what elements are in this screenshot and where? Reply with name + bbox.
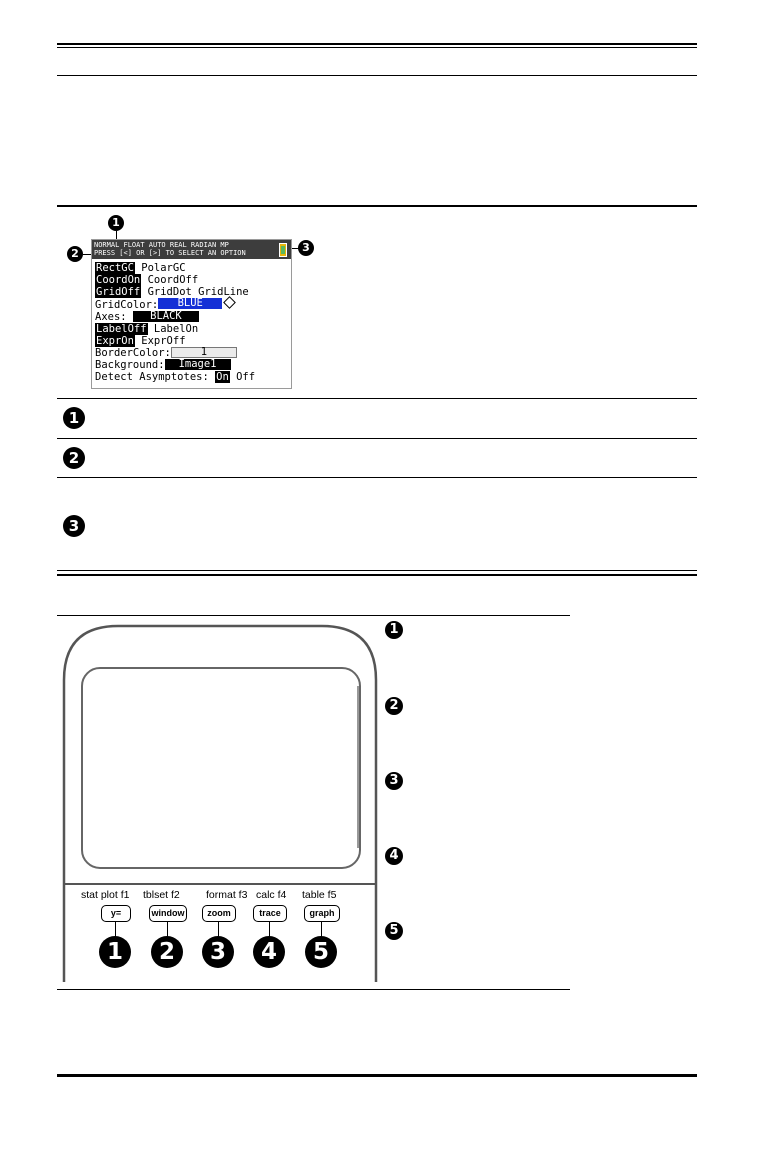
section-double-rule-bottom [57,574,697,576]
section-double-rule-top [57,570,697,571]
axes-value[interactable]: BLACK [133,311,199,322]
setting-label: Detect Asymptotes: [95,371,209,383]
setting-label: Background: [95,359,165,371]
second-function-label: tblset f2 [143,889,180,901]
option-selected[interactable]: On [216,371,229,383]
header-double-rule-bottom [57,47,697,48]
table-rule [57,75,697,76]
second-function-label: table f5 [302,889,337,901]
option-selected[interactable]: ExprOn [96,335,134,347]
option-selected[interactable]: GridOff [96,286,141,298]
status-mode-line: NORMAL FLOAT AUTO REAL RADIAN MP [94,241,229,249]
side-callout-5: 5 [385,922,403,940]
key-4-callout: 4 [253,936,285,968]
key-2-callout: 2 [151,936,183,968]
callout-1-marker: 1 [108,215,124,231]
calculator-body [60,622,380,982]
format-row-background [95,359,289,371]
table-rule [57,398,697,399]
option-selected[interactable]: CoordOn [96,274,141,286]
format-row-label [95,323,289,335]
callout-2-marker: 2 [67,246,83,262]
format-row-coord-display [95,274,289,286]
option-selected[interactable]: LabelOff [96,323,147,335]
option-selected[interactable]: RectGC [96,262,134,274]
y-equals-key[interactable]: y= [101,905,131,922]
side-callout-1: 1 [385,621,403,639]
side-callout-2: 2 [385,697,403,715]
diamond-icon [223,296,236,309]
gridcolor-value[interactable]: BLUE [158,298,222,309]
second-function-label: format f3 [206,889,248,901]
table-rule [57,205,697,207]
callout-1-row-marker: 1 [63,407,85,429]
footer-rule [57,1074,697,1077]
status-bar [92,240,291,259]
format-row-gridcolor [95,298,289,311]
key-5-callout: 5 [305,936,337,968]
table-rule [57,438,697,439]
option[interactable]: Off [236,371,256,383]
bordercolor-value[interactable]: 1 [171,347,237,358]
second-function-label: calc f4 [256,889,287,901]
option[interactable]: ExprOff [141,335,186,347]
trace-key[interactable]: trace [253,905,287,922]
graph-format-screen [91,239,292,389]
window-key[interactable]: window [149,905,187,922]
battery-icon [279,243,287,257]
header-double-rule-top [57,43,697,45]
second-function-label: stat plot f1 [81,889,130,901]
callout-3-row-marker: 3 [63,515,85,537]
option[interactable]: GridDot GridLine [147,286,249,298]
option[interactable]: CoordOff [147,274,199,286]
setting-label: BorderColor: [95,347,171,359]
format-row-axes [95,311,289,323]
option[interactable]: PolarGC [141,262,186,274]
option[interactable]: LabelOn [153,323,199,335]
graph-key[interactable]: graph [304,905,340,922]
format-row-coord-type [95,262,289,274]
format-row-expr [95,335,289,347]
figure-rule [57,989,570,990]
zoom-key[interactable]: zoom [202,905,236,922]
side-callout-3: 3 [385,772,403,790]
table-rule [57,477,697,478]
figure-rule [57,615,570,616]
key-3-callout: 3 [202,936,234,968]
status-help-line: PRESS [<] OR [>] TO SELECT AN OPTION [94,249,246,257]
callout-3-marker: 3 [298,240,314,256]
format-row-asymptotes [95,371,289,383]
setting-label: Axes: [95,311,127,323]
background-value[interactable]: Image1 [165,359,231,370]
key-1-callout: 1 [99,936,131,968]
callout-2-row-marker: 2 [63,447,85,469]
display-screen [82,668,360,868]
side-callout-4: 4 [385,847,403,865]
setting-label: GridColor: [95,299,159,311]
